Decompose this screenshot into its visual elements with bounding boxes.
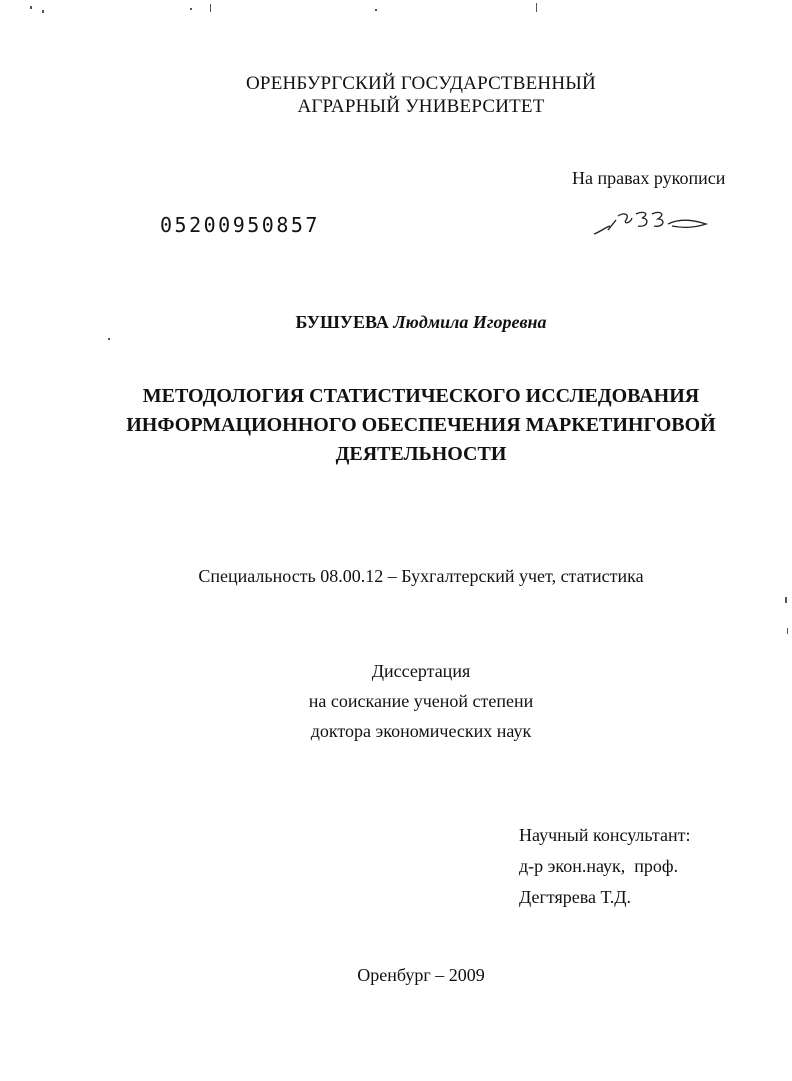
- university-name: [0, 72, 792, 118]
- specialty-line: Специальность 08.00.12 – Бухгалтерский учет, статистика: [198, 566, 644, 586]
- degree-line-2: на соискание ученой степени: [308, 691, 534, 711]
- scan-speck: [785, 597, 787, 603]
- advisor-label: Научный консультант:: [519, 825, 691, 845]
- university-line-1: ОРЕНБУРГСКИЙ ГОСУДАРСТВЕННЫЙ: [246, 73, 596, 94]
- scan-speck: [375, 9, 377, 11]
- scientific-advisor: [519, 820, 691, 913]
- degree-line-1: Диссертация: [371, 661, 471, 681]
- dissertation-title: [0, 382, 792, 469]
- author-given-names: Людмила Игоревна: [393, 312, 547, 332]
- scan-speck: [108, 338, 110, 340]
- advisor-credentials: д-р экон.наук, проф.: [519, 856, 679, 876]
- scan-speck: [210, 4, 211, 12]
- degree-line-3: доктора экономических наук: [310, 721, 532, 741]
- title-line-1: МЕТОДОЛОГИЯ СТАТИСТИЧЕСКОГО ИССЛЕДОВАНИЯ: [142, 385, 700, 407]
- advisor-name: Дегтярева Т.Д.: [519, 887, 631, 907]
- scan-speck: [42, 10, 44, 13]
- title-line-2: ИНФОРМАЦИОННОГО ОБЕСПЕЧЕНИЯ МАРКЕТИНГОВОЙ: [126, 414, 716, 436]
- author-name: [0, 312, 792, 333]
- city-year: Оренбург – 2009: [357, 965, 485, 985]
- degree-statement: [0, 656, 792, 746]
- author-surname: БУШУЕВА: [295, 312, 389, 332]
- university-line-2: АГРАРНЫЙ УНИВЕРСИТЕТ: [297, 96, 545, 117]
- scan-speck: [30, 6, 32, 9]
- handwritten-signature: [590, 206, 710, 247]
- scan-speck: [536, 3, 537, 12]
- catalog-number: 05200950857: [160, 213, 320, 237]
- scan-speck: [190, 8, 192, 10]
- manuscript-rights-note: На правах рукописи: [572, 168, 726, 188]
- title-line-3: ДЕЯТЕЛЬНОСТИ: [335, 443, 507, 465]
- scan-speck: [787, 628, 788, 634]
